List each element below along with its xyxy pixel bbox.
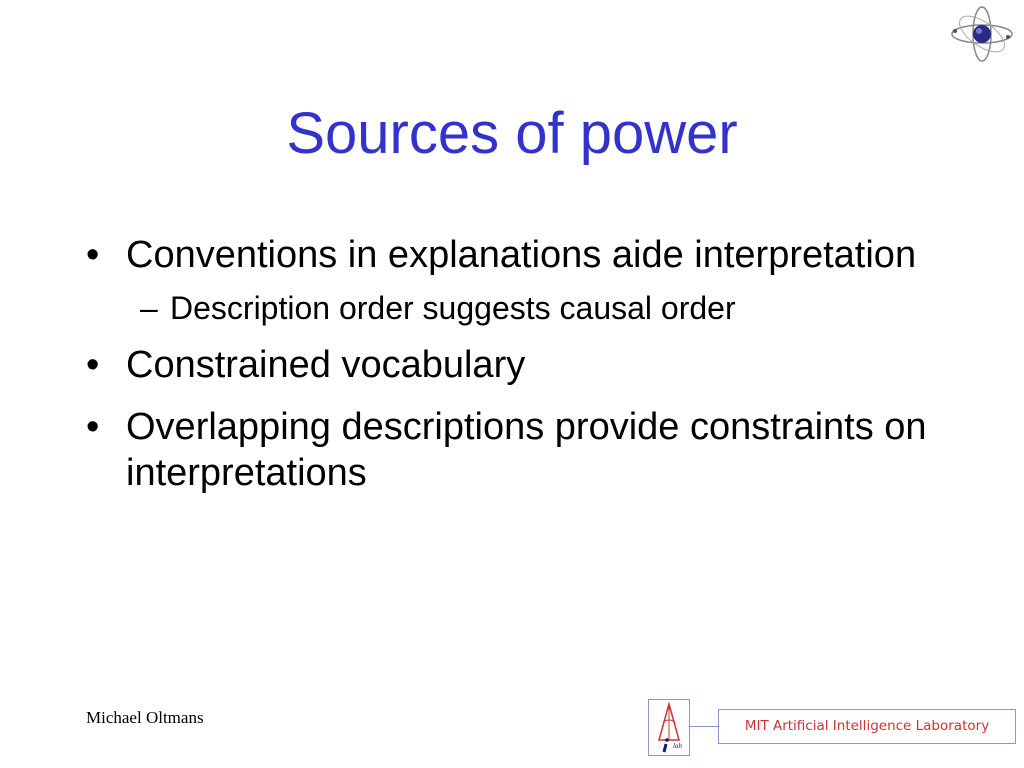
bullet-item (86, 232, 946, 328)
ai-lab-logo-icon (648, 699, 690, 756)
sub-bullet-list (126, 288, 946, 328)
sub-bullet-marker: – (140, 290, 158, 326)
atom-logo-icon (946, 4, 1018, 64)
footer-author: Michael Oltmans (86, 708, 204, 727)
sub-bullet-text: Description order suggests causal order (170, 290, 736, 326)
bullet-item (86, 342, 946, 388)
bullet-list (86, 232, 946, 512)
bullet-item (86, 404, 946, 496)
bullet-text: Conventions in explanations aide interpretation (126, 234, 917, 276)
lab-name-box: MIT Artificial Intelligence Laboratory (718, 709, 1016, 744)
bullet-text: Constrained vocabulary (126, 344, 526, 386)
bullet-marker: • (86, 406, 100, 448)
slide-title: Sources of power (286, 101, 738, 166)
footer-connector-line (690, 726, 718, 727)
sub-bullet-item (126, 288, 946, 328)
lab-logo-text: lab (673, 742, 682, 750)
bullet-marker: • (86, 344, 100, 386)
bullet-marker: • (86, 234, 100, 276)
bullet-text: Overlapping descriptions provide constraints on interpretations (126, 406, 927, 494)
